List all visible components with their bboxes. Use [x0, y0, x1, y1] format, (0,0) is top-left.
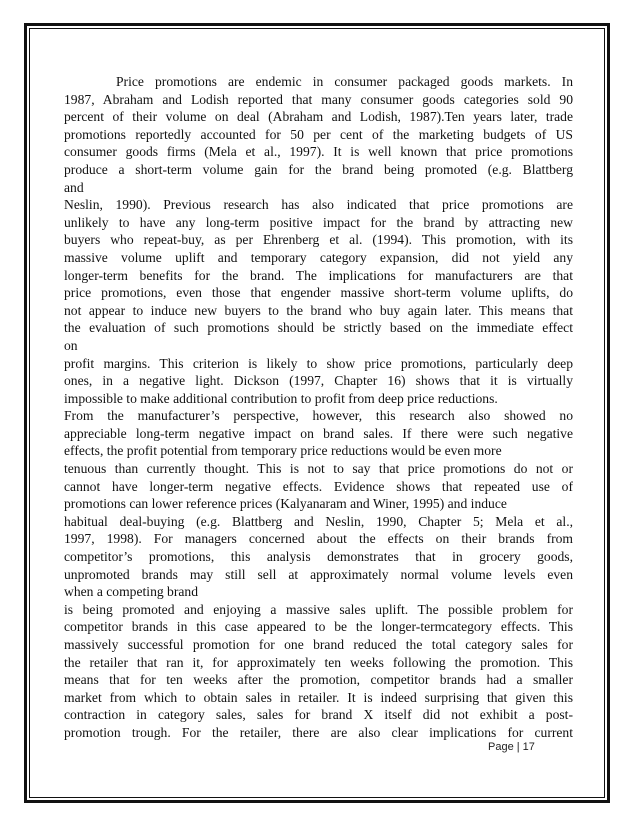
text-line: Price promotions are endemic in consumer packaged goods markets. In — [116, 74, 573, 89]
text-line: From the manufacturer’s perspective, however, this research also showed no — [64, 408, 573, 424]
body-paragraph — [64, 73, 573, 742]
text-line: competitor’s promotions, this analysis demonstrates that in grocery goods, — [64, 549, 573, 565]
text-line: produce a short-term volume gain for the brand being promoted (e.g. Blattberg — [64, 161, 573, 177]
text-line: massively successful promotion for one brand reduced the total category sales for — [64, 637, 573, 652]
text-line: promotions reportedly accounted for 50 per cent of the marketing budgets of US — [64, 126, 573, 142]
text-line: unpromoted brands may still sell at approximately normal volume levels even — [64, 566, 573, 582]
text-line: habitual deal-buying (e.g. Blattberg and Neslin, 1990, Chapter 5; Mela et al., — [64, 513, 573, 529]
text-line: ones, in a negative light. Dickson (1997, Chapter 16) shows that it is virtually — [64, 373, 573, 389]
text-line: 1987, Abraham and Lodish reported that many consumer goods categories sold 90 — [64, 91, 573, 107]
text-line: competitor brands in this case appeared to be the longer-termcategory effects. This — [64, 619, 573, 635]
text-line: impossible to make additional contribution to profit from deep price reductions. — [64, 390, 498, 406]
text-line: market from which to obtain sales in retailer. It is indeed surprising that given this — [64, 689, 573, 705]
text-line: promotion trough. For the retailer, there are also clear implications for current — [64, 724, 573, 740]
text-line: 1997, 1998). For managers concerned about the effects on their brands from — [64, 531, 573, 547]
text-line: is being promoted and enjoying a massive sales uplift. The possible problem for — [64, 601, 573, 617]
text-line: cannot have longer-term negative effects. Evidence shows that repeated use of — [64, 478, 573, 494]
text-line: consumer goods firms (Mela et al., 1997). It is well known that price promotions — [64, 144, 573, 160]
text-line: percent of their volume on deal (Abraham and Lodish, 1987).Ten years later, trade — [64, 109, 573, 125]
text-line: appreciable long-term negative impact on brand sales. If there were such negative — [64, 425, 573, 441]
page-number: Page | 17 — [488, 741, 535, 753]
text-line: the evaluation of such promotions should be strictly based on the immediate effect — [64, 320, 573, 336]
text-line: Neslin, 1990). Previous research has also indicated that price promotions are — [64, 197, 573, 213]
text-line: price promotions, even those that engender massive short-term volume uplifts, do — [64, 285, 573, 301]
text-line: massive volume uplift and temporary category expansion, did not yield any — [64, 249, 573, 265]
text-line: not appear to induce new buyers to the brand who buy again later. This means that — [64, 302, 573, 318]
text-line: promotions can lower reference prices (Kalyanaram and Winer, 1995) and induce — [64, 496, 507, 512]
text-line: means that for ten weeks after the promotion, competitor brands had a smaller — [64, 672, 573, 688]
text-line: the retailer that ran it, for approximately ten weeks following the promotion. This — [64, 654, 573, 670]
text-line: when a competing brand — [64, 584, 199, 600]
text-line: and — [64, 179, 84, 195]
text-line: tenuous than currently thought. This is not to say that price promotions do not or — [64, 461, 573, 477]
text-line: longer-term benefits for the brand. The implications for manufacturers are that — [64, 267, 573, 283]
text-line: contraction in category sales, sales for brand X itself did not exhibit a post- — [64, 707, 573, 723]
text-line: buyers who repeat-buy, as per Ehrenberg et al. (1994). This promotion, with its — [64, 232, 573, 248]
text-line: profit margins. This criterion is likely to show price promotions, particularly deep — [64, 355, 573, 371]
text-line: on — [64, 337, 78, 353]
text-line: unlikely to have any long-term positive impact for the brand by attracting new — [64, 214, 573, 230]
text-line: effects, the profit potential from temporary price reductions would be even more — [64, 443, 502, 459]
